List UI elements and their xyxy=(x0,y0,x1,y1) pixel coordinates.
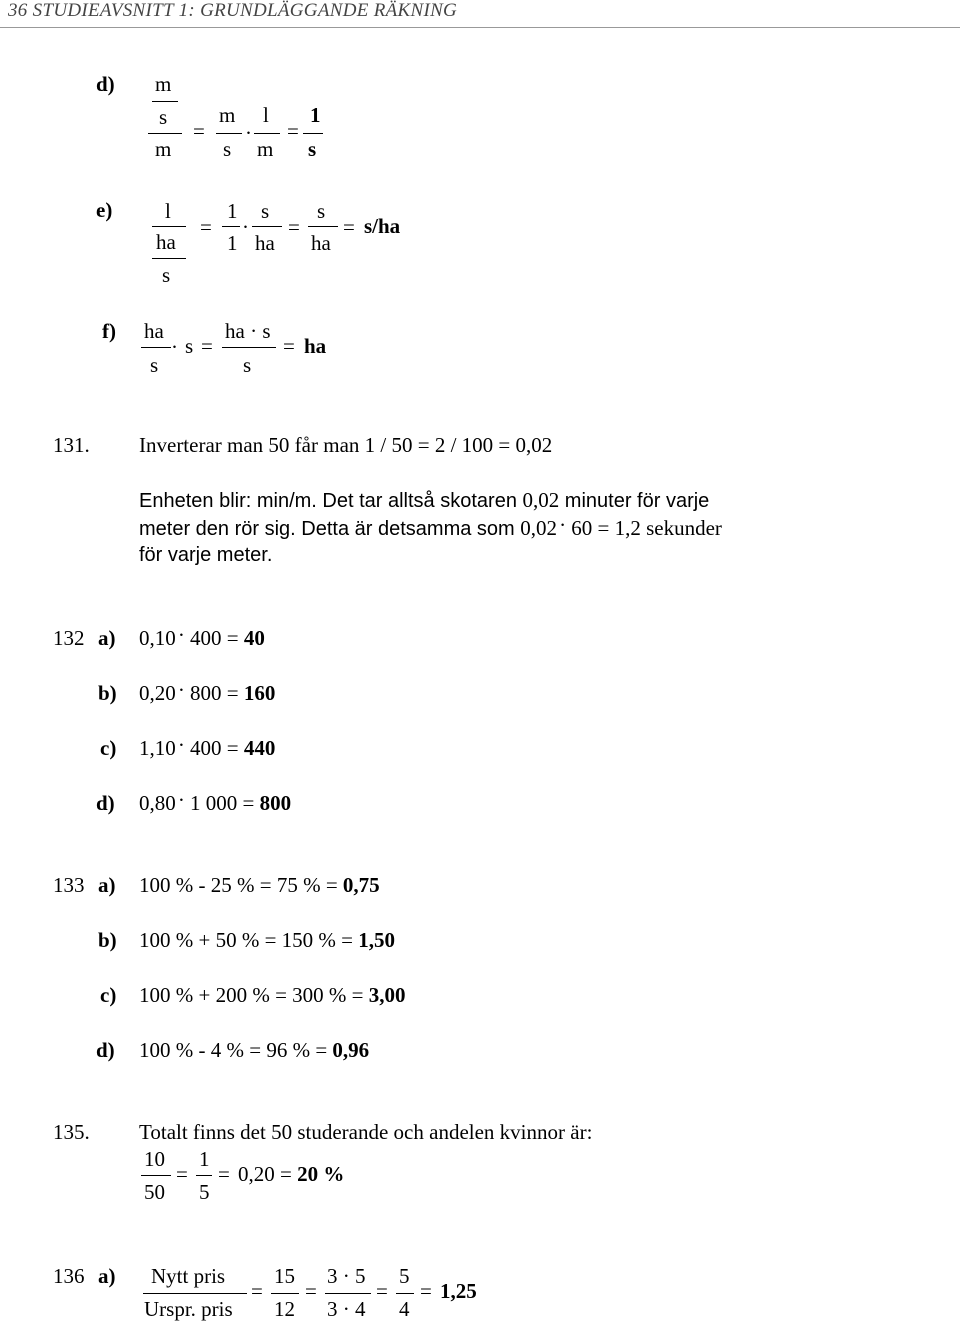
p136-f1-denominator: Urspr. pris xyxy=(144,1297,233,1321)
e-inner-denominator: ha xyxy=(156,230,176,254)
p136-f3-bar xyxy=(325,1293,371,1294)
label-133c: c) xyxy=(100,983,117,1007)
d-outer-fraction-bar xyxy=(148,133,182,134)
value: 0,20 = xyxy=(238,1162,298,1186)
problem-132-number: 132 xyxy=(53,626,85,650)
f-multiplier: s xyxy=(185,334,194,358)
text-segment: minuter för varje xyxy=(559,490,710,512)
label-f: f) xyxy=(102,319,116,343)
d-f1-numerator: m xyxy=(219,103,236,127)
label-133b: b) xyxy=(98,928,117,952)
result: 1,50 xyxy=(358,928,396,952)
p135-result-line xyxy=(238,1162,344,1187)
f-f1-numerator: ha xyxy=(144,319,164,343)
problem-133-number: 133 xyxy=(53,873,85,897)
label-132b: b) xyxy=(98,681,117,705)
multiply-dot: · xyxy=(171,335,178,359)
factor: 0,20 xyxy=(139,681,176,705)
d-outer-numerator: m xyxy=(155,72,172,96)
d-result-bar xyxy=(303,133,323,134)
factor: 1,10 xyxy=(139,736,176,760)
label-133a: a) xyxy=(98,873,116,897)
problem-133b-expression xyxy=(139,928,395,953)
multiply-dot: · xyxy=(245,121,252,145)
p136-f2-denominator: 12 xyxy=(274,1297,295,1321)
expression: 100 % + 50 % = 150 % = xyxy=(139,928,359,952)
multiply-dot: . xyxy=(178,617,184,641)
f-f2-denominator: s xyxy=(243,353,252,377)
d-f2-bar xyxy=(254,133,280,134)
equals-sign: = xyxy=(200,215,212,239)
equals-sign: = xyxy=(288,215,300,239)
d-f2-numerator: l xyxy=(263,103,269,127)
problem-132d-expression xyxy=(139,782,292,816)
d-result-denominator: s xyxy=(308,137,317,161)
e-inner-fraction-bar xyxy=(152,226,186,227)
problem-136-number: 136 xyxy=(53,1264,85,1288)
result: 3,00 xyxy=(368,983,406,1007)
equals-sign: = xyxy=(193,119,205,143)
multiply-dot: . xyxy=(560,507,566,531)
equals-sign: = xyxy=(218,1162,230,1186)
f-f1-bar xyxy=(141,347,171,348)
e-f3-numerator: s xyxy=(317,199,326,223)
e-outer-denominator: s xyxy=(162,263,171,287)
problem-133c-expression xyxy=(139,983,406,1008)
result: 800 xyxy=(259,791,292,815)
p136-f4-numerator: 5 xyxy=(399,1264,410,1288)
p135-f2-bar xyxy=(196,1175,212,1176)
equals-sign: = xyxy=(176,1162,188,1186)
p136-f2-numerator: 15 xyxy=(274,1264,295,1288)
text-segment: Enheten blir: min/m. Det tar alltså skotaren xyxy=(139,490,523,512)
d-outer-denominator: m xyxy=(155,137,172,161)
equals-sign: = xyxy=(287,119,299,143)
expression: 100 % - 25 % = 75 % = xyxy=(139,873,343,897)
label-133d: d) xyxy=(96,1038,115,1062)
e-f1-denominator: 1 xyxy=(227,231,238,255)
factor: 0,10 xyxy=(139,626,176,650)
e-f2-denominator: ha xyxy=(255,231,275,255)
e-f2-numerator: s xyxy=(261,199,270,223)
p136-result: 1,25 xyxy=(440,1279,477,1303)
equals-sign: = xyxy=(305,1279,317,1303)
value-segment: 0,02 xyxy=(522,488,560,512)
problem-131-number: 131. xyxy=(53,433,90,457)
expression: 100 % + 200 % = 300 % = xyxy=(139,983,369,1007)
d-f2-denominator: m xyxy=(257,137,274,161)
e-outer-fraction-bar xyxy=(152,258,186,259)
f-f2-numerator: ha · s xyxy=(225,319,271,343)
problem-133d-expression xyxy=(139,1038,369,1063)
result: 440 xyxy=(243,736,276,760)
e-f1-numerator: 1 xyxy=(227,199,238,223)
e-f1-bar xyxy=(222,226,240,227)
problem-132c-expression xyxy=(139,727,276,761)
p136-f2-bar xyxy=(271,1293,299,1294)
p136-f1-numerator: Nytt pris xyxy=(151,1264,226,1288)
expression: 100 % - 4 % = 96 % = xyxy=(139,1038,333,1062)
e-f2-bar xyxy=(252,226,282,227)
factor: 400 = xyxy=(190,736,244,760)
f-f1-denominator: s xyxy=(150,353,159,377)
multiply-dot: . xyxy=(178,727,184,751)
problem-133a-expression xyxy=(139,873,380,898)
label-132a: a) xyxy=(98,626,116,650)
p136-f4-bar xyxy=(396,1293,414,1294)
label-e: e) xyxy=(96,198,113,222)
d-f1-bar xyxy=(216,133,242,134)
result: 0,75 xyxy=(342,873,380,897)
equals-sign: = xyxy=(201,334,213,358)
factor: 800 = xyxy=(190,681,244,705)
d-inner-numerator: s xyxy=(159,105,168,129)
label-d: d) xyxy=(96,72,115,96)
d-result-numerator: 1 xyxy=(310,103,321,127)
p135-f2-denominator: 5 xyxy=(199,1180,210,1204)
problem-131-line4: för varje meter. xyxy=(139,544,273,566)
p136-f3-numerator: 3 · 5 xyxy=(327,1264,366,1288)
problem-131-line1: Inverterar man 50 får man 1 / 50 = 2 / 100 = 0,02 xyxy=(139,433,553,457)
p135-f1-bar xyxy=(141,1175,171,1176)
equals-sign: = xyxy=(343,215,355,239)
header-divider xyxy=(0,27,960,28)
multiply-dot: . xyxy=(178,672,184,696)
result: 40 xyxy=(243,626,265,650)
multiply-dot: . xyxy=(178,782,184,806)
equals-sign: = xyxy=(376,1279,388,1303)
result: 160 xyxy=(243,681,276,705)
label-132d: d) xyxy=(96,791,115,815)
e-result: s/ha xyxy=(364,214,401,238)
equals-sign: = xyxy=(251,1279,263,1303)
page-header: 36 STUDIEAVSNITT 1: GRUNDLÄGGANDE RÄKNING xyxy=(8,0,458,21)
p136-f3-denominator: 3 · 4 xyxy=(327,1297,366,1321)
result: 20 % xyxy=(297,1162,345,1186)
result: 0,96 xyxy=(332,1038,370,1062)
label-132c: c) xyxy=(100,736,117,760)
d-inner-fraction-bar xyxy=(152,101,178,102)
value-segment: 60 = 1,2 sekunder xyxy=(571,516,722,540)
p135-f1-numerator: 10 xyxy=(144,1147,165,1171)
p136-f4-denominator: 4 xyxy=(399,1297,410,1321)
problem-132b-expression xyxy=(139,672,276,706)
label-136a: a) xyxy=(98,1264,116,1288)
factor: 0,80 xyxy=(139,791,176,815)
equals-sign: = xyxy=(420,1279,432,1303)
value-segment: 0,02 xyxy=(520,516,557,540)
f-f2-bar xyxy=(222,347,276,348)
p135-f2-numerator: 1 xyxy=(199,1147,210,1171)
multiply-dot: · xyxy=(242,215,249,239)
e-outer-numerator: l xyxy=(165,199,171,223)
e-f3-bar xyxy=(308,226,338,227)
f-result: ha xyxy=(304,334,327,358)
problem-135-text: Totalt finns det 50 studerande och andelen kvinnor är: xyxy=(139,1120,593,1144)
problem-132a-expression xyxy=(139,617,265,651)
p136-f1-bar xyxy=(143,1293,247,1294)
equals-sign: = xyxy=(283,334,295,358)
problem-131-line2 xyxy=(139,488,709,513)
factor: 1 000 = xyxy=(190,791,260,815)
factor: 400 = xyxy=(190,626,244,650)
e-f3-denominator: ha xyxy=(311,231,331,255)
d-f1-denominator: s xyxy=(223,137,232,161)
text-segment: meter den rör sig. Detta är detsamma som xyxy=(139,518,521,540)
p135-f1-denominator: 50 xyxy=(144,1180,165,1204)
problem-131-line3 xyxy=(139,507,722,541)
problem-135-number: 135. xyxy=(53,1120,90,1144)
